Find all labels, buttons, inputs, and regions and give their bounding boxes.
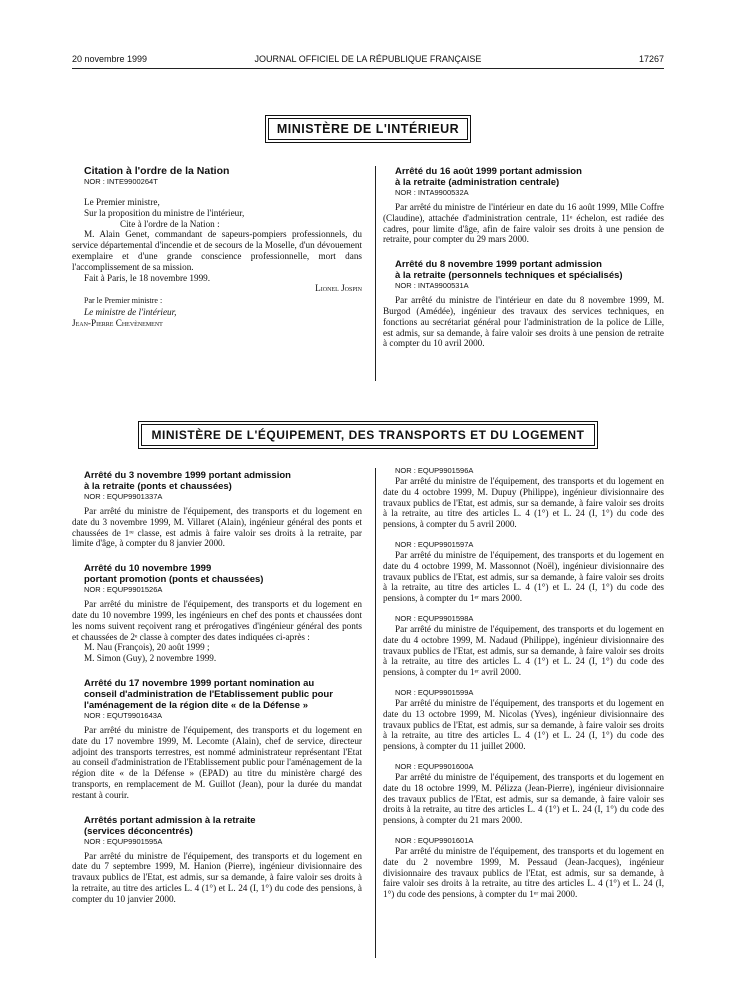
eq-l3-nor: NOR : EQUT9901643A [84, 710, 162, 720]
interieur-arretes [383, 166, 664, 349]
ministry-heading-box-2: MINISTÈRE DE L'ÉQUIPEMENT, DES TRANSPORTS ET DU LOGEMENT [141, 424, 596, 446]
equipement-left-column [72, 470, 362, 905]
eq-l2-title-1: Arrêté du 10 novembre 1999 [84, 563, 212, 575]
eq-r2-body: Par arrêté du ministre de l'équipement, des transports et du logement en date du 4 octobre 1999, M. Massonnot (Noël), ingénieur divisionnaire des travaux publics de l'Etat, est admis, sur sa demande, à faire valoir ses droits à la retraite, au titre des articles L. 4 (1°) et L. 24 (I, 1°) du code des pensions, à compter du 1ᵉʳ mars 2000. [383, 549, 664, 604]
citation-ministre-name: Jean-Pierre Chevènement [72, 317, 163, 328]
eq-r6-body: Par arrêté du ministre de l'équipement, des transports et du logement en date du 2 novembre 1999, M. Pessaud (Jean-Jacques), ingénieur divisionnaire des travaux publics de l'Etat, est admis, sur sa demande, à faire valoir ses droits à la retraite, au titre des articles L. 4 (1°) et L. 24 (I, 1°) du code des pensions, à compter du 1ᵉʳ mai 2000. [383, 845, 664, 900]
eq-l3-title-1: Arrêté du 17 novembre 1999 portant nomination au [84, 677, 315, 689]
eq-l4-body: Par arrêté du ministre de l'équipement, des transports et du logement en date du 7 septembre 1999, M. Hanion (Pierre), ingénieur divisionnaire des travaux publics de l'Etat, est admis, sur sa demande, à faire valoir ses droits à la retraite, au titre des articles L. 4 (1°) et L. 24 (I, 1°) du code des pensions, à compter du 10 janvier 2000. [72, 850, 362, 904]
eq-l3-title-3: l'aménagement de la région dite « de la Défense » [84, 699, 309, 711]
eq-r2-nor: NOR : EQUP9901597A [395, 539, 474, 549]
eq-r3-body: Par arrêté du ministre de l'équipement, des transports et du logement en date du 4 octobre 1999, M. Nadaud (Philippe), ingénieur divisionnaire des travaux publics de l'Etat, est admis, sur sa demande, à faire valoir ses droits à la retraite, au titre des articles L. 4 (1°) et L. 24 (I, 1°) du code des pensions, à compter du 1ᵉʳ avril 2000. [383, 623, 664, 678]
equipement-right-column [383, 466, 664, 900]
eq-r4-nor: NOR : EQUP9901599A [395, 687, 474, 697]
eq-l4-title-2: (services déconcentrés) [84, 825, 193, 837]
eq-r4-body: Par arrêté du ministre de l'équipement, des transports et du logement en date du 13 octobre 1999, M. Nicolas (Yves), ingénieur divisionnaire des travaux publics de l'Etat, est admis, sur sa demande, à faire valoir ses droits à la retraite, au titre des articles L. 4 (1°) et L. 24 (I, 1°) du code des pensions, à compter du 11 juillet 2000. [383, 697, 664, 752]
eq-r1-body: Par arrêté du ministre de l'équipement, des transports et du logement en date du 4 octobre 1999, M. Dupuy (Philippe), ingénieur divisionnaire des travaux publics de l'Etat, est admis, sur sa demande, à faire valoir ses droits à la retraite, au titre des articles L. 4 (1°) et L. 24 (I, 1°) du code des pensions, à compter du 5 avril 2000. [383, 476, 664, 530]
citation-title: Citation à l'ordre de la Nation [84, 165, 230, 177]
citation-line-1: Le Premier ministre, [84, 197, 160, 207]
citation-line-3: Cite à l'ordre de la Nation : [120, 218, 220, 229]
eq-l1-nor: NOR : EQUP9901337A [84, 492, 163, 501]
citation-fait: Fait à Paris, le 18 novembre 1999. [84, 272, 211, 283]
arrete1-nor: NOR : INTA9900532A [395, 188, 469, 197]
eq-l2-nor: NOR : EQUP9901526A [84, 585, 163, 595]
header-date: 20 novembre 1999 [72, 54, 148, 64]
journal-title: JOURNAL OFFICIEL DE LA RÉPUBLIQUE FRANÇAISE [254, 54, 482, 64]
eq-l1-title-2: à la retraite (ponts et chaussées) [84, 481, 232, 492]
eq-r5-body: Par arrêté du ministre de l'équipement, des transports et du logement en date du 18 octobre 1999, M. Pélizza (Jean-Pierre), ingénieur divisionnaire des travaux publics de l'Etat, est admis, sur sa demande, à faire valoir ses droits à la retraite, au titre des articles L. 4 (1°) et L. 24 (I, 1°) du code des pensions, à compter du 21 mars 2000. [383, 771, 664, 826]
arrete1-title-2: à la retraite (administration centrale) [395, 177, 560, 188]
citation-line-2: Sur la proposition du ministre de l'intérieur, [84, 207, 245, 218]
arrete2-body: Par arrêté du ministre de l'intérieur en date du 8 novembre 1999, M. Burgod (Amédée), ingénieur des travaux des services techniques, en fonctions au secrétariat général pour l'administration de la police de Lille, est admis, sur sa demande, à faire valoir ses droits à une pension de retraite à compter du 10 avril 2000. [383, 295, 664, 349]
eq-l2-title-2: portant promotion (ponts et chaussées) [84, 574, 264, 586]
arrete1-title-1: Arrêté du 16 août 1999 portant admission [395, 166, 582, 177]
eq-l1-body: Par arrêté du ministre de l'équipement, des transports et du logement en date du 3 novembre 1999, M. Villaret (Alain), ingénieur général des ponts et chaussées de 1ʳᵉ classe, est admis à faire valoir ses droits à la retraite, par limite d'âge, à compter du 8 janvier 2000. [72, 506, 362, 549]
citation-nor: NOR : INTE9900264T [84, 177, 158, 186]
eq-l2-extra-2: M. Simon (Guy), 2 novembre 1999. [84, 653, 217, 664]
eq-r3-nor: NOR : EQUP9901598A [395, 613, 474, 623]
eq-r6-nor: NOR : EQUP9901601A [395, 835, 474, 845]
citation-signataire: Lionel Jospin [315, 283, 362, 294]
arrete2-title-2: à la retraite (personnels techniques et spécialisés) [395, 270, 623, 282]
eq-l4-title-1: Arrêtés portant admission à la retraite [84, 814, 256, 826]
citation-article [72, 166, 362, 329]
eq-l4-nor: NOR : EQUP9901595A [84, 836, 163, 846]
column-divider-top [375, 166, 376, 381]
eq-r1-nor: NOR : EQUP9901596A [395, 466, 474, 475]
column-divider-bottom [375, 468, 376, 958]
citation-ministre-title: Le ministre de l'intérieur, [84, 307, 177, 318]
eq-r5-nor: NOR : EQUP9901600A [395, 761, 474, 771]
header-rule [72, 68, 664, 69]
arrete2-title-1: Arrêté du 8 novembre 1999 portant admission [395, 259, 602, 271]
page-number: 17267 [638, 54, 664, 64]
citation-par-le: Par le Premier ministre : [84, 296, 163, 306]
eq-l3-body: Par arrêté du ministre de l'équipement, des transports et du logement en date du 17 novembre 1999, M. Lecomte (Alain), chef de service, directeur adjoint des transports terrestres, est nommé administrateur représentant l'Etat au conseil d'administration de l'Etablissement public pour l'aménagement de la région dite « de la Défense » (EPAD) au titre du ministère chargé des transports, en remplacement de M. Guillot (Jean), pour la durée du mandat restant à courir. [72, 724, 362, 800]
ministry-heading-interieur [72, 118, 664, 140]
eq-l2-body: Par arrêté du ministre de l'équipement, des transports et du logement en date du 10 novembre 1999, les ingénieurs en chef des ponts et chaussées dont les noms suivent reçoivent rang et prérogatives d'ingénieur général des ponts et chaussées de 2ᵉ classe à compter des dates indiquées ci-après : [72, 599, 362, 642]
arrete1-body: Par arrêté du ministre de l'intérieur en date du 16 août 1999, Mlle Coffre (Claudine), attachée d'administration centrale, 11ᵉ échelon, est radiée des cadres, pour limite d'âge, afin de faire valoir ses droits à une pension de retraite, pour compter du 29 mars 2000. [383, 202, 664, 245]
eq-l1-title-1: Arrêté du 3 novembre 1999 portant admission [84, 470, 291, 481]
ministry-heading-equipement [80, 424, 656, 446]
eq-l3-title-2: conseil d'administration de l'Etablissement public pour [84, 688, 333, 700]
arrete2-nor: NOR : INTA9900531A [395, 281, 469, 291]
citation-body: M. Alain Genet, commandant de sapeurs-pompiers professionnels, du service départemental d'incendie et de secours de la Moselle, d'un dévouement exemplaire et d'une grande conscience professionnelle, mort dans l'accomplissement de sa mission. [72, 229, 362, 272]
eq-l2-extra-1: M. Nau (François), 20 août 1999 ; [84, 642, 210, 653]
ministry-heading-box: MINISTÈRE DE L'INTÉRIEUR [268, 118, 468, 140]
